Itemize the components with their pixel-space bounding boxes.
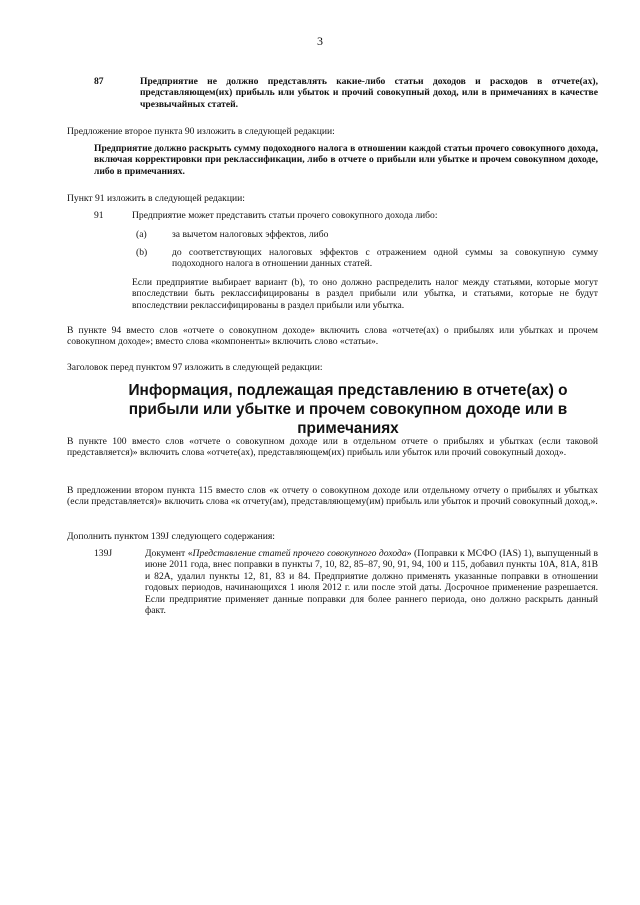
paragraph-91-tail: Если предприятие выбирает вариант (b), то оно должно распределить налог между статьями, которые могут впоследствии быть реклассифицированы в раздел прибыли или убытка, и статьями, которые не будут впоследствии реклассифицированы в раздел прибыли или убытка. [132, 277, 598, 311]
intro-heading-97: Заголовок перед пунктом 97 изложить в следующей редакции: [67, 362, 323, 373]
item-a-text: за вычетом налоговых эффектов, либо [172, 229, 329, 240]
paragraph-139j-post: » (Поправки к МСФО (IAS) 1), выпущенный в июне 2011 года, внес поправки в пункты 7, 10, 82, 85–87, 90, 91, 94, 100 и 115, добавил пункты 10А, 81А, 81В и 82А, удалил пункты 12, 81, 83 и 84. Предприятие должно применять указанные поправки в отношении годовых периодов, начинающихся 1 июля 2012 г. или после этой даты. Досрочное применение разрешается. Если предприятие применяет данные поправки для более раннего периода, оно должно раскрыть данный факт. [145, 548, 599, 617]
item-b-label: (b) [136, 247, 148, 258]
document-title-italic: Представление статей прочего совокупного дохода [192, 548, 407, 559]
paragraph-87-number: 87 [94, 76, 104, 87]
paragraph-91-number: 91 [94, 210, 104, 221]
paragraph-139j-pre: Документ « [145, 548, 193, 559]
paragraph-139j-text [145, 548, 598, 616]
intro-paragraph-139j: Дополнить пунктом 139J следующего содержания: [67, 531, 275, 542]
paragraph-139j-number: 139J [94, 548, 113, 559]
paragraph-91-text: Предприятие может представить статьи прочего совокупного дохода либо: [132, 210, 438, 221]
paragraph-100-amendment: В пункте 100 вместо слов «отчете о совокупном доходе или в отдельном отчете о прибылях и убытках (если таковой представляется)» включить слова «отчете(ах), представляющем(их) прибыль или убыток или прочий совокупный доход». [67, 436, 598, 459]
page-number: 3 [317, 34, 323, 48]
paragraph-94-amendment: В пункте 94 вместо слов «отчете о совокупном доходе» включить слова «отчете(ах) о прибылях или убытках и прочем совокупном доходе»; вместо слова «компоненты» включить слово «статьи». [67, 325, 598, 348]
paragraph-115-amendment: В предложении втором пункта 115 вместо слов «к отчету о совокупном доходе или отдельному отчету о прибылях и убытках (если представляется)» включить слова «к отчету(ам), представляющему(им) прибыль или убыток и прочий совокупный доход,». [67, 485, 598, 508]
item-b-text: до соответствующих налоговых эффектов с отражением одной суммы за совокупную сумму подоходного налога в отношении данных статей. [172, 247, 598, 270]
intro-paragraph-91: Пункт 91 изложить в следующей редакции: [67, 193, 245, 204]
item-a-label: (a) [136, 229, 147, 240]
paragraph-90-text: Предприятие должно раскрыть сумму подоходного налога в отношении каждой статьи прочего совокупного дохода, включая корректировки при реклассификации, либо в отчете о прибыли или убытке и прочем совокупном доходе, либо в примечаниях. [94, 143, 598, 177]
intro-paragraph-90: Предложение второе пункта 90 изложить в следующей редакции: [67, 126, 335, 137]
section-heading: Информация, подлежащая представлению в отчете(ах) о прибыли или убытке и прочем совокупном доходе или в примечаниях [128, 382, 568, 437]
paragraph-87-text: Предприятие не должно представлять какие-либо статьи доходов и расходов в отчете(ах), представляющем(их) прибыль или убыток и прочий совокупный доход, или в примечаниях в качестве чрезвычайных статей. [140, 76, 598, 110]
